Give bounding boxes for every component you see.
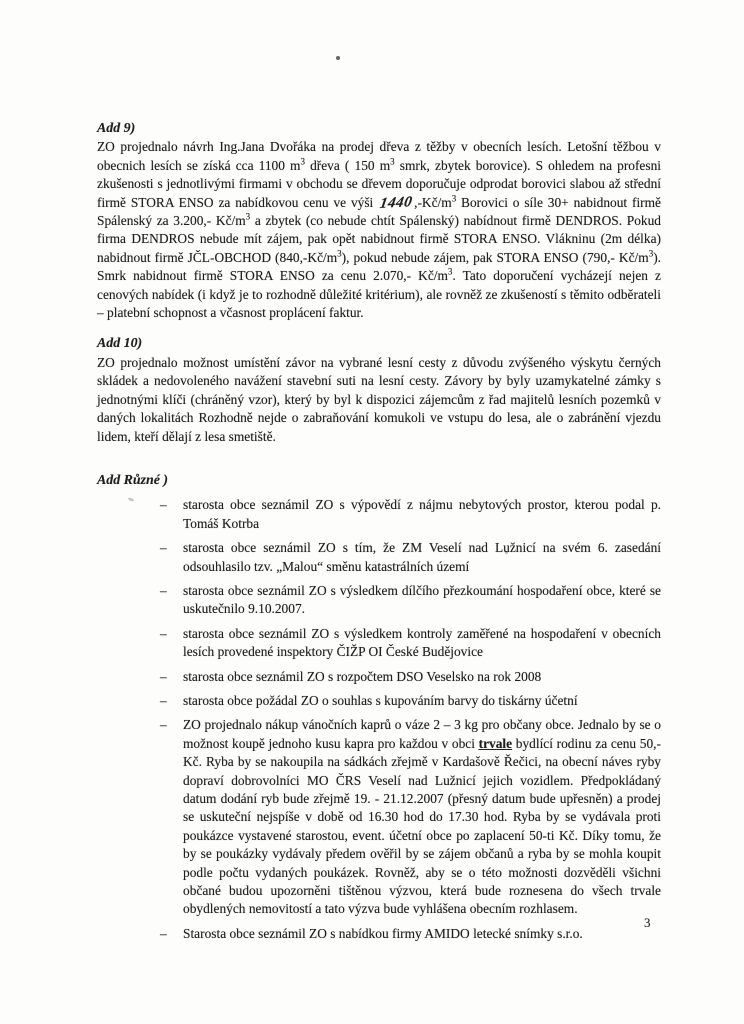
- list-item: [97, 925, 661, 943]
- list-item: [97, 496, 661, 533]
- list-item-text: starosta obce seznámil ZO s výsledkem kontroly zaměřené na hospodaření v obecních lesích provedené inspektory ČIŽP OI České Budějovice: [183, 625, 661, 660]
- section-add-9: [97, 120, 661, 322]
- page-number: 3: [644, 915, 651, 930]
- list-item: [97, 539, 661, 576]
- dash-bullet-icon: –: [160, 625, 167, 641]
- list-item: [97, 625, 661, 662]
- list-item: [97, 582, 661, 619]
- list-item-text: starosta obce seznámil ZO s rozpočtem DSO Veselsko na rok 2008: [183, 668, 542, 684]
- list-item-text: Starosta obce seznámil ZO s nabídkou firmy AMIDO letecké snímky s.r.o.: [183, 925, 583, 941]
- list-item: [97, 668, 661, 686]
- dash-bullet-icon: –: [160, 717, 167, 733]
- dash-bullet-icon: –: [160, 925, 167, 941]
- dash-bullet-icon: –: [160, 582, 167, 598]
- list-item-text: starosta obce požádal ZO o souhlas s kupováním barvy do tiskárny účetní: [183, 692, 578, 708]
- dash-bullet-icon: –: [160, 668, 167, 684]
- section-add-10: [97, 335, 661, 445]
- dash-bullet-icon: –: [160, 692, 167, 708]
- document-body: [97, 120, 661, 943]
- section-add-9-heading: Add 9): [97, 121, 136, 136]
- list-item-text: starosta obce seznámil ZO s výsledkem dílčího přezkoumání hospodaření obce, které se uskutečnilo 9.10.2007.: [183, 582, 661, 617]
- dash-bullet-icon: –: [160, 540, 167, 556]
- list-item-text: ZO projednalo nákup vánočních kaprů o váze 2 – 3 kg pro občany obce. Jednalo by se o možnost koupě jednoho kusu kapra pro každou v obci trvale bydlící rodinu za cenu 50,-Kč. Ryba by se nakoupila na sádkách zřejmě v Kardašově Řečici, na obecní náves ryby dopraví dobrovolníci MO ČRS Veselí nad Lužnicí jejich vozidlem. Předpokládaný datum dodání ryb bude zřejmě 19. - 21.12.2007 (přesný datum bude upřesněn) a prodej se uskuteční nejspíše v době od 16.30 hod do 17.30 hod. Ryba by se vydávala proti poukázce vystavené starostou, event. účetní obce po zaplacení 50-ti Kč. Díky tomu, že by se poukázky vydávaly předem ověřil by se zájem občanů a ryba by se mohla koupit podle počtu vydaných poukázek. Rovněž, aby se o této možnosti dozvěděli všichni občané budou upozorněni tištěnou výzvou, která bude roznesena do všech trvale obydlených nemovitostí a tato výzva bude vyhlášena obecním rozhlasem.: [183, 717, 661, 917]
- section-add-10-paragraph: ZO projednalo možnost umístění závor na vybrané lesní cesty z důvodu zvýšeného výskytu černých skládek a nedovoleného navážení stavební suti na lesní cesty. Závory by byly uzamykatelné zámky s jednotnými klíči (chráněný vzor), který by byl k dispozici zájemcům z řad majitelů lesních pozemků v daných lokalitách Rozhodně nejde o zabraňování komukoli ve vstupu do lesa, ale o zabránění vjezdu lidem, kteří dělají z lesa smetiště.: [97, 354, 661, 444]
- section-add-ruzne-heading: Add Různé ): [97, 472, 169, 488]
- list-item-text: starosta obce seznámil ZO s výpovědí z nájmu nebytových prostor, kterou podal p. Tomáš Kotrba: [183, 497, 661, 531]
- scan-speck: [336, 56, 340, 60]
- bullet-list: [97, 496, 661, 943]
- section-add-10-heading: Add 10): [97, 336, 143, 352]
- section-add-9-paragraph: ZO projednalo návrh Ing.Jana Dvořáka na prodej dřeva z těžby v obecních lesích. Letošní těžbou v obecnich lesích se získá cca 1100 $m^3$ dřeva ( 150 $m^3$ smrk, zbytek borovice). S ohledem na profesni zkušenosti s jednotlivými firmami v obchodu se dřevem doporučuje odprodat borovici slabou až střední firmě STORA ENSO za nabídkovou cenu ve výši $1440,-Kč/m^3$ Borovici o síle 30+ nabidnout firmě Spálenský za 3.200,- $Kč/m^3$ a zbytek (co nebude chtít Spálenský) nabídnout firmě DENDROS. Pokud firma DENDROS nebude mít zájem, pak opět nabidnout firmě STORA ENSO. Vlákninu (2m délka) nabidnout firmě JČL-OBCHOD $(840,-Kč/m^3)$, pokud nebude zájem, pak STORA ENSO (790,- $Kč/m^3$). Smrk nabidnout firmě STORA ENSO za cenu 2.070,- $Kč/m^3$. Tato doporučení vycházejí nejen z cenových nabídek (i když je to rozhodně důležité kritérium), ale rovněž ze zkušeností s těmito odběrateli – platební schopnost a včasnost proplácení faktur.: [97, 139, 662, 321]
- section-add-ruzne: [97, 472, 661, 943]
- list-item: [97, 692, 661, 710]
- dash-bullet-icon: –: [160, 497, 167, 513]
- list-item-text: starosta obce seznámil ZO s tím, že ZM Veselí nad Lužnicí na svém 6. zasedání odsouhlasilo tzv. „Malou“ směnu katastrálních území: [183, 540, 661, 574]
- list-item: [97, 716, 661, 918]
